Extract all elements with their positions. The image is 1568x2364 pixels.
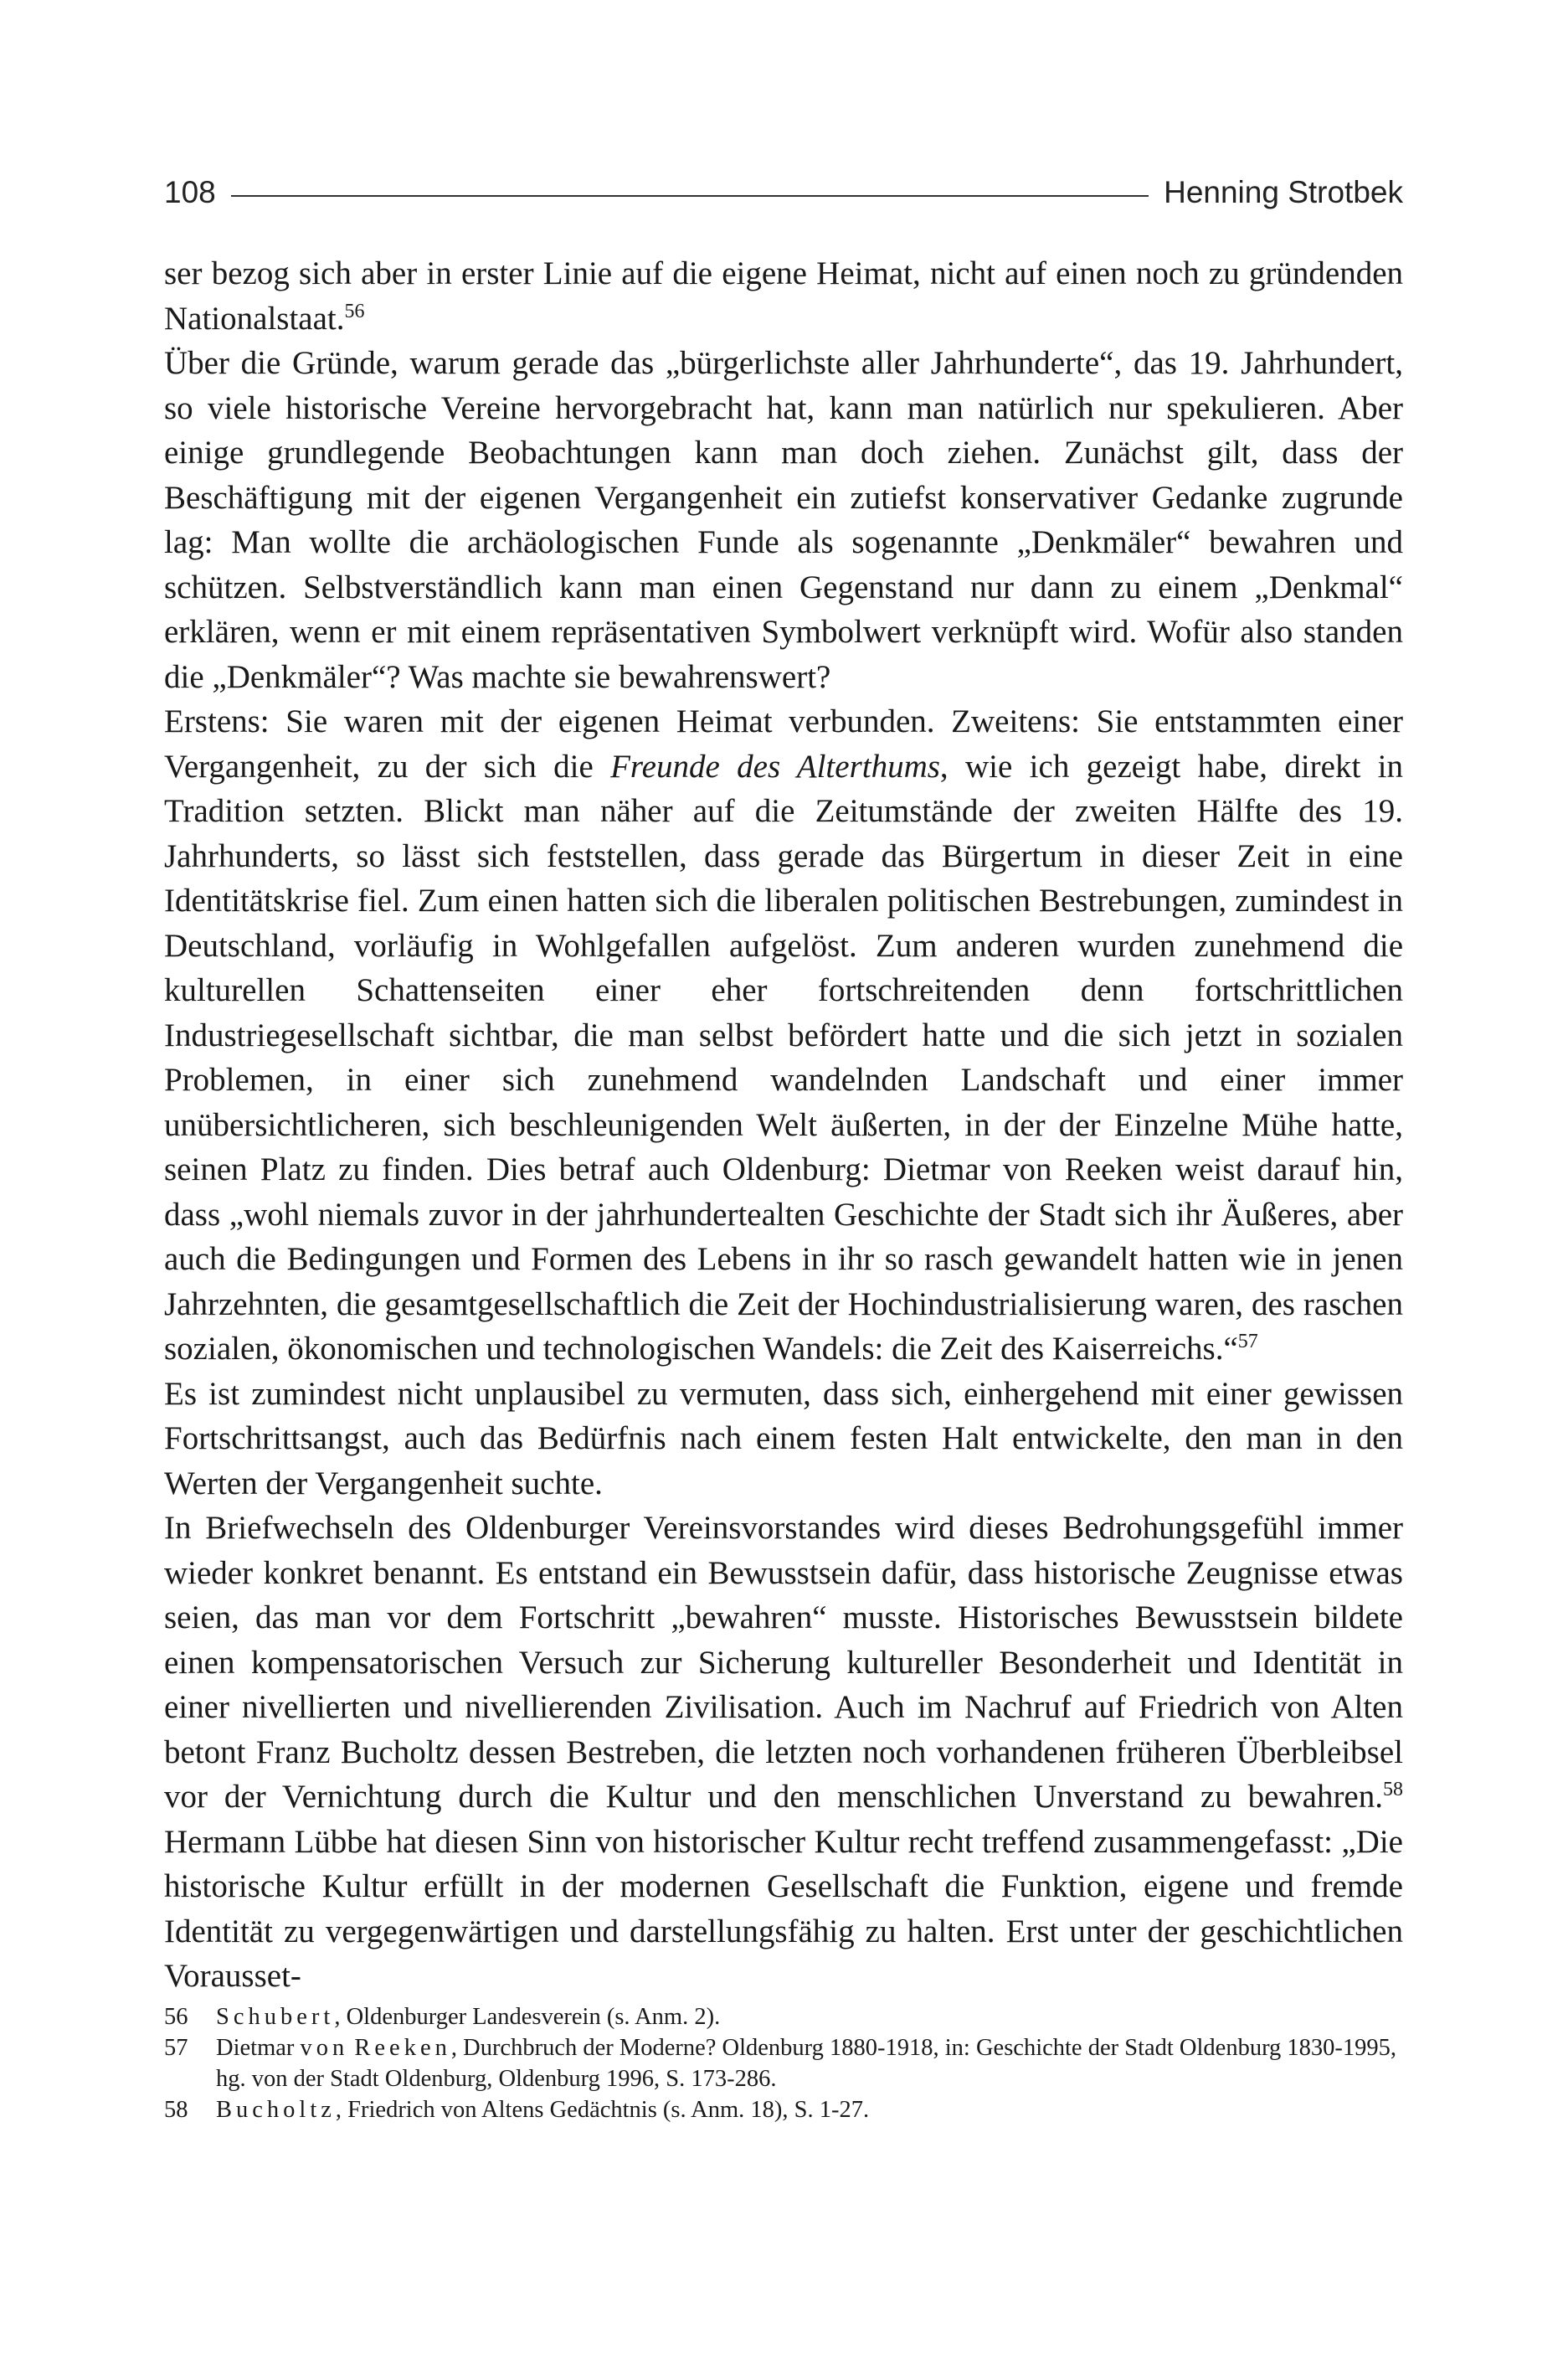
paragraph-3 (164, 699, 1403, 1372)
footnote-author: Bucholtz (216, 2097, 336, 2123)
header-rule (231, 195, 1149, 197)
paragraph-5 (164, 1506, 1403, 1999)
paragraph-5-text-a: In Briefwechseln des Oldenburger Vereinsvorstandes wird dieses Bedrohungsgefühl immer wieder konkret benannt. Es entstand ein Bewusstsein dafür, dass historische Zeugnisse etwas seien, das man vor dem Fortschritt „bewahren“ musste. Historisches Bewusstsein bildete einen kompensatorischen Versuch zur Sicherung kultureller Besonderheit und Identität in einer nivellierten und nivellierenden Zivilisation. Auch im Nachruf auf Friedrich von Alten betont Franz Bucholtz dessen Bestreben, die letzten noch vorhandenen früheren Überbleibsel vor der Vernichtung durch die Kultur und den menschlichen Unverstand zu bewahren. (164, 1510, 1403, 1815)
paragraph-2: Über die Gründe, warum gerade das „bürgerlichste aller Jahrhunderte“, das 19. Jahrhundert, so viele historische Vereine hervorgebracht hat, kann man natürlich nur spekulieren. Aber einige grundlegende Beobachtungen kann man doch ziehen. Zunächst gilt, dass der Beschäftigung mit der eigenen Vergangenheit ein zutiefst konservativer Gedanke zugrunde lag: Man wollte die archäologischen Funde als sogenannte „Denkmäler“ bewahren und schützen. Selbstverständlich kann man einen Gegenstand nur dann zu einem „Denkmal“ erklären, wenn er mit einem repräsentativen Symbolwert verknüpft wird. Wofür also standen die „Denkmäler“? Was machte sie bewahrenswert? (164, 345, 1403, 695)
footnote-author-first: Dietmar (216, 2035, 301, 2061)
body-text (164, 251, 1403, 1999)
footnote-ref-58: 58 (1383, 1779, 1403, 1800)
footnote-58 (164, 2094, 1403, 2125)
footnote-author: Schubert (216, 2004, 335, 2030)
footnote-ref-56: 56 (344, 300, 365, 322)
running-header (164, 167, 1403, 218)
footnote-ref-57: 57 (1237, 1331, 1258, 1352)
paragraph-3-text-b: , wie ich gezeigt habe, direkt in Tradition setzten. Blickt man näher auf die Zeitumstände der zweiten Hälfte des 19. Jahrhunderts, so lässt sich feststellen, dass gerade das Bürgertum in dieser Zeit in eine Identitätskrise fiel. Zum einen hatten sich die liberalen politischen Bestrebungen, zumindest in Deutschland, vorläufig in Wohlgefallen aufgelöst. Zum anderen wurden zunehmend die kulturellen Schattenseiten einer eher fortschreitenden denn fortschrittlichen Industriegesellschaft sichtbar, die man selbst befördert hatte und die sich jetzt in sozialen Problemen, in einer sich zunehmend wandelnden Landschaft und einer immer unübersichtlicheren, sich beschleunigenden Welt äußerten, in der der Einzelne Mühe hatte, seinen Platz zu finden. Dies betraf auch Oldenburg: Dietmar von Reeken weist darauf hin, dass „wohl niemals zuvor in der jahrhundertealten Geschichte der Stadt sich ihr Äußeres, aber auch die Bedingungen und Formen des Lebens in ihr so rasch gewandelt hatten wie in jenen Jahrzehnten, die gesamtgesellschaftlich die Zeit der Hochindustrialisierung waren, des raschen sozialen, ökonomischen und technologischen Wandels: die Zeit des Kaiserreichs.“ (164, 748, 1403, 1367)
footnote-author: Reeken (354, 2035, 451, 2061)
footnote-author-particle: von (300, 2035, 349, 2061)
page-number: 108 (164, 175, 216, 209)
footnote-56 (164, 2001, 1403, 2032)
footnote-number: 58 (164, 2097, 188, 2123)
footnote-number: 56 (164, 2004, 188, 2030)
paragraph-3-text-a: Erstens: Sie waren mit der eigenen Heimat verbunden. Zweitens: Sie entstammten einer Vergangenheit, zu der sich die (164, 703, 1403, 785)
footnotes (164, 2001, 1403, 2125)
paragraph-1 (164, 251, 1403, 341)
paragraph-1-text: ser bezog sich aber in erster Linie auf die eigene Heimat, nicht auf einen noch zu gründenden Nationalstaat. (164, 255, 1403, 337)
footnote-citation: , Oldenburger Landesverein (s. Anm. 2). (334, 2004, 721, 2030)
running-head-author: Henning Strotbek (1164, 175, 1403, 209)
paragraph-4: Es ist zumindest nicht unplausibel zu vermuten, dass sich, einhergehend mit einer gewissen Fortschrittsangst, auch das Bedürfnis nach einem festen Halt entwickelte, den man in den Werten der Vergangenheit suchte. (164, 1375, 1403, 1501)
footnote-text (216, 2032, 1403, 2094)
footnote-citation: , Durchbruch der Moderne? Oldenburg 1880-1918, in: Geschichte der Stadt Oldenburg 1830-1995, hg. von der Stadt Oldenburg, Oldenburg 1996, S. 173-286. (216, 2035, 1397, 2092)
paragraph-5-text-b: Hermann Lübbe hat diesen Sinn von historischer Kultur recht treffend zusammengefasst: „Die historische Kultur erfüllt in der modernen Gesellschaft die Funktion, eigene und fremde Identität zu vergegenwärtigen und darstellungsfähig zu halten. Erst unter der geschichtlichen Vorausset- (164, 1823, 1403, 1994)
footnote-number: 57 (164, 2035, 188, 2061)
footnote-57 (164, 2032, 1403, 2094)
footnote-text (216, 2001, 1403, 2032)
footnote-citation: , Friedrich von Altens Gedächtnis (s. Anm. 18), S. 1-27. (335, 2097, 870, 2123)
italic-society-name: Freunde des Alterthums (610, 748, 940, 785)
footnote-text (216, 2094, 1403, 2125)
